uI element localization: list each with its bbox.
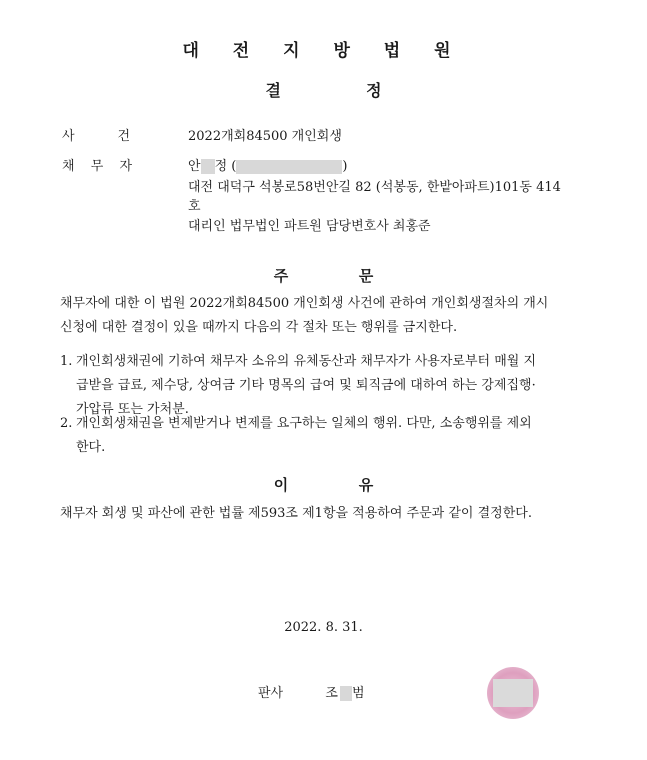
redaction-box (340, 686, 352, 701)
list-item: 1. 개인회생채권에 기하여 채무자 소유의 유체동산과 채무자가 사용자로부터 매월 지 급받을 급료, 제수당, 상여금 기타 명목의 급여 및 퇴직금에 대하여 하는 강제집행· 가압류 또는 가처분. (60, 354, 537, 417)
debtor-address-cont: 호 (188, 199, 201, 214)
judge-title: 판사 (258, 686, 284, 701)
redaction-box (236, 160, 342, 174)
court-name: 대 전 지 방 법 원 (182, 41, 465, 61)
debtor-name: 안 정 ( ) (188, 159, 348, 174)
case-label: 사 건 (62, 129, 130, 144)
judge-signature (258, 682, 365, 701)
debtor-address: 대전 대덕구 석봉로58번안길 82 (석봉동, 한밭아파트)101동 414 (188, 180, 561, 195)
judge-name: 조 범 (325, 686, 365, 701)
document-type (0, 78, 647, 101)
court-seal-stamp (487, 667, 539, 719)
debtor-agent: 대리인 법무법인 파트원 담당변호사 최홍준 (188, 219, 431, 234)
doc-type-char-1: 결 (265, 81, 281, 100)
order-intro: 채무자에 대한 이 법원 2022개회84500 개인회생 사건에 관하여 개인회생절차의 개시 신청에 대한 결정이 있을 때까지 다음의 각 절차 또는 행위를 금지한다. (60, 296, 549, 335)
list-item: 2. 개인회생채권을 변제받거나 변제를 요구하는 일체의 행위. 다만, 소송행위를 제외 한다. (60, 416, 532, 455)
order-heading: 주 문 (273, 267, 374, 285)
reason-heading: 이 유 (273, 476, 374, 494)
redaction-box (493, 679, 533, 707)
decision-date: 2022. 8. 31. (284, 620, 363, 635)
reason-text: 채무자 회생 및 파산에 관한 법률 제593조 제1항을 적용하여 주문과 같이 결정한다. (60, 506, 532, 521)
redaction-box (201, 159, 215, 174)
doc-type-char-2: 정 (366, 81, 382, 100)
case-number: 2022개회84500 개인회생 (188, 129, 342, 144)
debtor-label: 채 무 자 (62, 159, 132, 174)
